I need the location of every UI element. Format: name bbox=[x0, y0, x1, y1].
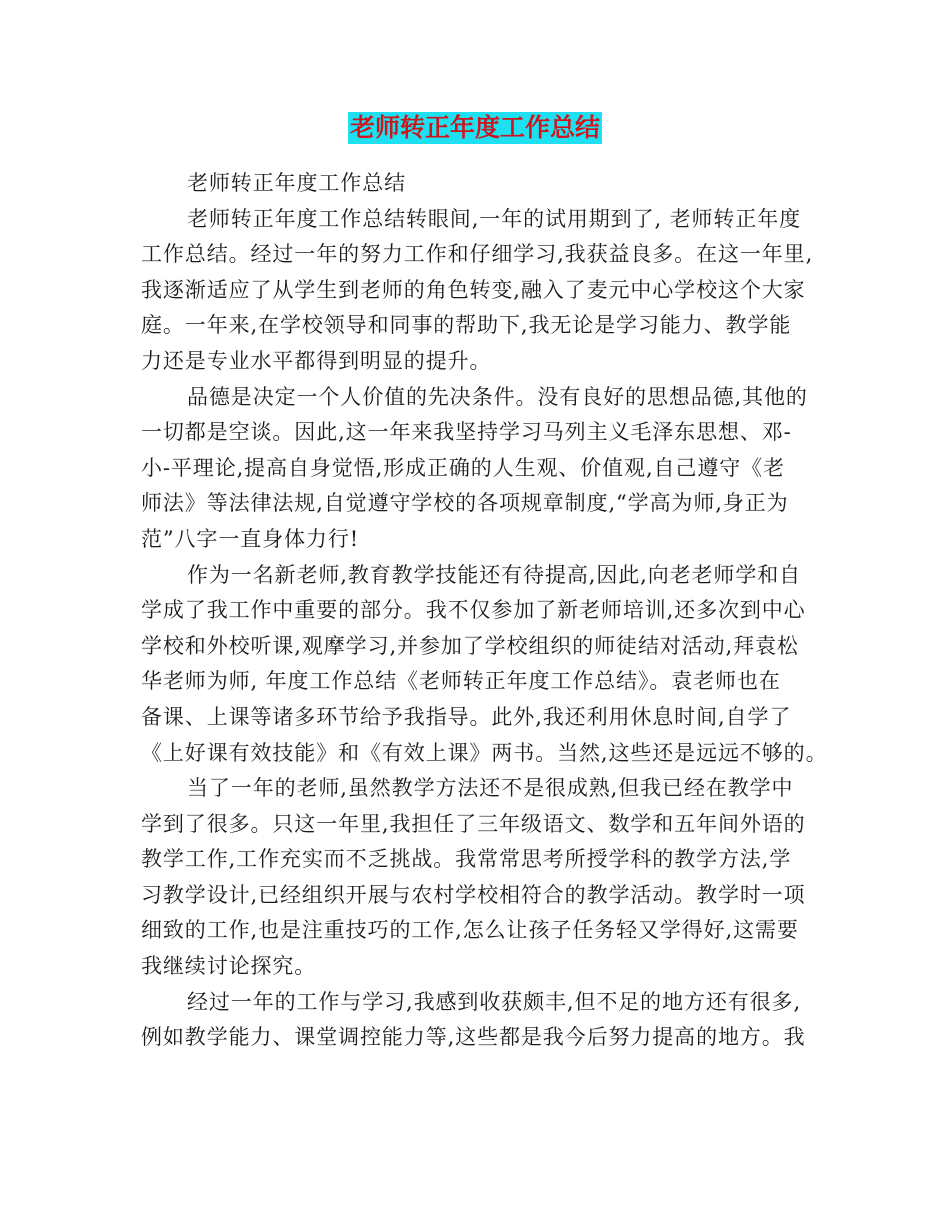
text-line: 范”八字一直身体力行! bbox=[141, 526, 360, 551]
text-line: 一切都是空谈。因此,这一年来我坚持学习马列主义毛泽东思想、邓- bbox=[141, 420, 792, 445]
text-line: 《上好课有效技能》和《有效上课》两书。当然,这些还是远远不够的。 bbox=[141, 740, 828, 765]
text-line: 备课、上课等诸多环节给予我指导。此外,我还利用休息时间,自学了 bbox=[141, 704, 792, 729]
text-line: 我继续讨论探究。 bbox=[141, 954, 317, 979]
text-line: 师法》等法律法规,自觉遵守学校的各项规章制度,“学高为师,身正为 bbox=[141, 491, 789, 516]
text-line: 老师转正年度工作总结转眼间,一年的试用期到了, 老师转正年度 bbox=[187, 206, 802, 231]
text-line: 学校和外校听课,观摩学习,并参加了学校组织的师徒结对活动,拜袁松 bbox=[141, 633, 799, 658]
text-line: 庭。一年来,在学校领导和同事的帮助下,我无论是学习能力、教学能 bbox=[141, 313, 792, 338]
text-line: 教学工作,工作充实而不乏挑战。我常常思考所授学科的教学方法,学 bbox=[141, 847, 792, 872]
text-line: 力还是专业水平都得到明显的提升。 bbox=[141, 348, 492, 373]
document-title: 老师转正年度工作总结 bbox=[349, 113, 600, 142]
text-line: 例如教学能力、课堂调控能力等,这些都是我今后努力提高的地方。我 bbox=[141, 1025, 806, 1050]
text-line: 作为一名新老师,教育教学技能还有待提高,因此,向老老师学和自 bbox=[187, 562, 802, 587]
text-line: 细致的工作,也是注重技巧的工作,怎么让孩子任务轻又学得好,这需要 bbox=[141, 918, 799, 943]
title-container bbox=[0, 112, 950, 144]
text-line: 学成了我工作中重要的部分。我不仅参加了新老师培训,还多次到中心 bbox=[141, 598, 806, 623]
text-line: 小-平理论,提高自身觉悟,形成正确的人生观、价值观,自己遵守《老 bbox=[141, 455, 785, 480]
text-line: 经过一年的工作与学习,我感到收获颇丰,但不足的地方还有很多, bbox=[187, 989, 802, 1014]
text-line: 华老师为师, 年度工作总结《老师转正年度工作总结》。袁老师也在 bbox=[141, 669, 781, 694]
text-line: 习教学设计,已经组织开展与农村学校相符合的教学活动。教学时一项 bbox=[141, 882, 806, 907]
text-line: 老师转正年度工作总结 bbox=[187, 171, 406, 195]
text-line: 品德是决定一个人价值的先决条件。没有良好的思想品德,其他的 bbox=[187, 384, 808, 409]
text-line: 当了一年的老师,虽然教学方法还不是很成熟,但我已经在教学中 bbox=[187, 776, 794, 801]
text-line: 我逐渐适应了从学生到老师的角色转变,融入了麦元中心学校这个大家 bbox=[141, 277, 806, 302]
text-line: 学到了很多。只这一年里,我担任了三年级语文、数学和五年间外语的 bbox=[141, 811, 806, 836]
document-body bbox=[141, 166, 828, 1056]
text-line: 工作总结。经过一年的努力工作和仔细学习,我获益良多。在这一年里, bbox=[141, 242, 814, 267]
